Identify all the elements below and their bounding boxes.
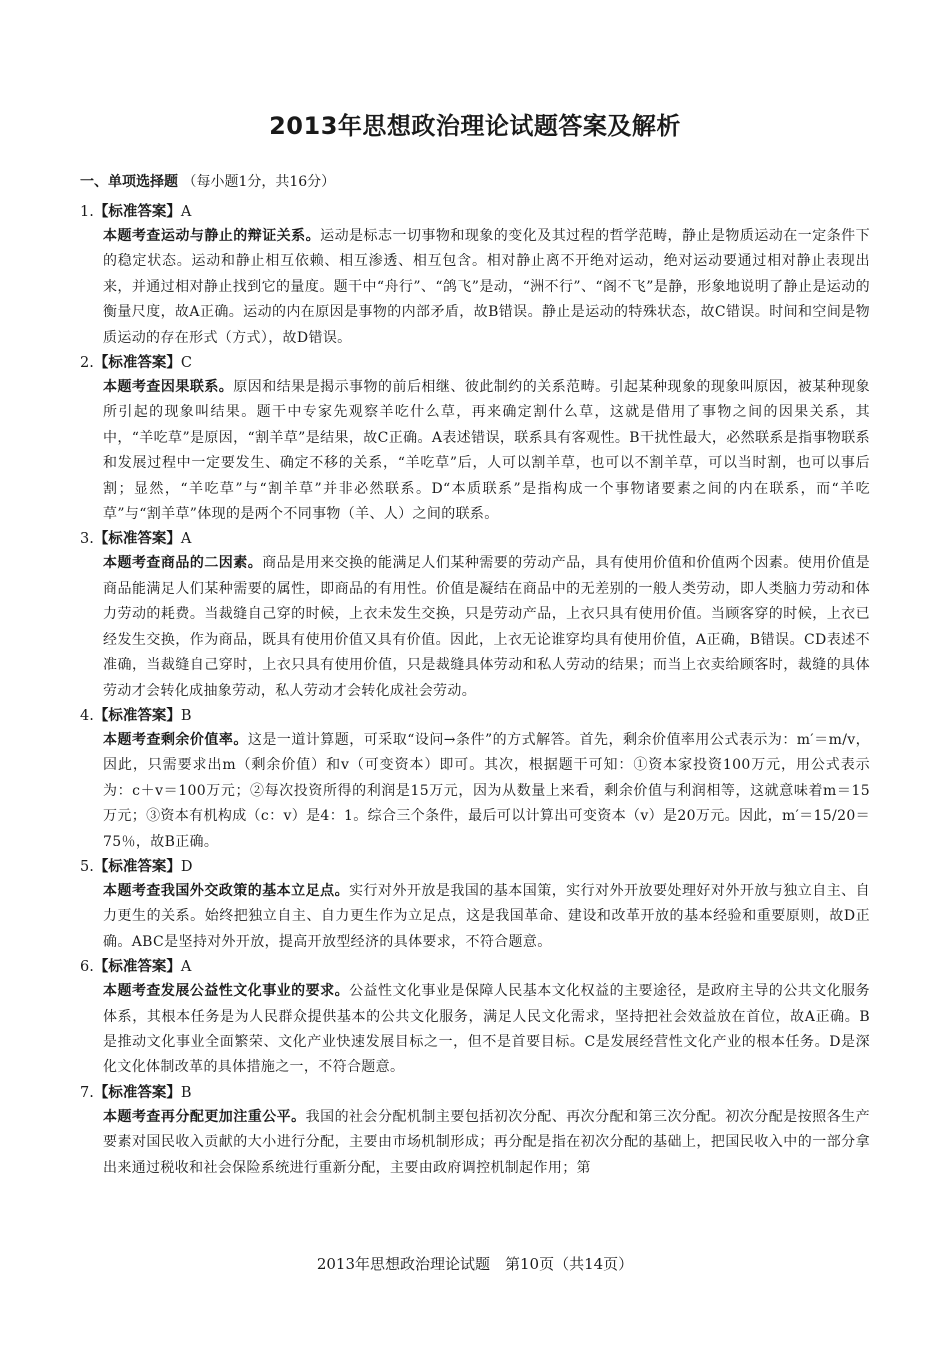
explanation-text: 商品是用来交换的能满足人们某种需要的劳动产品，具有使用价值和价值两个因素。使用价值是商品能满足人们某种需要的属性，即商品的有用性。价值是凝结在商品中的无差别的一般人类劳动，即人类脑力劳动和体力劳动的耗费。当裁缝自己穿的时候，上衣未发生交换，只是劳动产品，上衣只具有使用价值。当顾客穿的时候，上衣已经发生交换，作为商品，既具有使用价值又具有价值。因此，上衣无论谁穿均具有使用价值，A正确，B错误。CD表述不准确，当裁缝自己穿时，上衣只具有使用价值，只是裁缝具体劳动和私人劳动的结果；而当上衣卖给顾客时，裁缝的具体劳动才会转化成抽象劳动，私人劳动才会转化成社会劳动。 [103,555,870,699]
explanation-topic: 本题考查运动与静止的辩证关系。 [103,228,321,244]
question-number: 2. [80,355,94,372]
explanation-topic: 本题考查商品的二因素。 [103,555,263,572]
answer-line [80,855,870,879]
question-number: 6. [80,959,94,976]
question-7 [80,1081,870,1181]
question-1 [80,200,870,351]
section-heading: 一、单项选择题 [80,174,178,190]
answer-letter: A [180,531,192,548]
answer-letter: B [180,707,192,724]
explanation-text: 公益性文化事业是保障人民基本文化权益的主要途径，是政府主导的公共文化服务体系，其根本任务是为人民群众提供基本的公共文化服务，满足人民文化需求，坚持把社会效益放在首位，故A正确。B是推动文化事业全面繁荣、文化产业快速发展目标之一，但不是首要目标。C是发展经营性文化产业的根本任务。D是深化文化体制改革的具体措施之一，不符合题意。 [103,983,870,1076]
explanation-text: 这是一道计算题，可采取“设问→条件”的方式解答。首先，剩余价值率用公式表示为：m′＝m/v，因此，只需要求出m（剩余价值）和v（可变资本）即可。其次，根据题干可知：①资本家投资100万元，用公式表示为：c＋v＝100万元；②每次投资所得的利润是15万元，因为从数量上来看，剩余价值与利润相等，这就意味着m＝15万元；③资本有机构成（c：v）是4：1。综合三个条件，最后可以计算出可变资本（v）是20万元。因此，m′＝15/20＝75％，故B正确。 [103,731,871,850]
explanation-topic: 本题考查再分配更加注重公平。 [103,1108,306,1125]
explanation [103,979,870,1081]
question-2 [80,351,870,527]
explanation [103,1105,870,1181]
explanation-text: 实行对外开放是我国的基本国策，实行对外开放要处理好对外开放与独立自主、自力更生的关系。始终把独立自主、自力更生作为立足点，这是我国革命、建设和改革开放的基本经验和重要原则，故D正确。ABC是坚持对外开放，提高开放型经济的具体要求，不符合题意。 [103,882,870,950]
answer-line [80,200,870,224]
answer-letter: C [180,355,192,372]
answer-tag: 【标准答案】 [93,858,181,875]
page-title: 2013年思想政治理论试题答案及解析 [269,112,681,140]
question-number: 4. [80,707,94,724]
explanation [103,879,870,955]
question-6 [80,955,870,1081]
answer-line [80,527,870,551]
question-3 [80,527,870,703]
explanation [103,375,870,527]
question-number: 1. [80,204,94,220]
answer-tag: 【标准答案】 [93,204,181,220]
explanation-topic: 本题考查剩余价值率。 [103,731,248,748]
answer-tag: 【标准答案】 [93,1084,181,1101]
explanation [103,551,870,703]
explanation-topic: 本题考查我国外交政策的基本立足点。 [103,882,350,899]
question-5 [80,855,870,955]
explanation-topic: 本题考查发展公益性文化事业的要求。 [103,983,350,1000]
explanation-text: 运动是标志一切事物和现象的变化及其过程的哲学范畴，静止是物质运动在一定条件下的稳定状态。运动和静止相互依赖、相互渗透、相互包含。相对静止离不开绝对运动，绝对运动要通过相对静止表现出来，并通过相对静止找到它的量度。题干中“舟行”、“鸽飞”是动，“洲不行”、“阁不飞”是静，形象地说明了静止是运动的衡量尺度，故A正确。运动的内在原因是事物的内部矛盾，故B错误。静止是运动的特殊状态，故C错误。时间和空间是物质运动的存在形式（方式），故D错误。 [103,228,870,346]
answer-line [80,1081,870,1105]
answer-line [80,351,870,375]
answer-letter: D [180,858,193,875]
answer-letter: A [180,959,192,976]
question-number: 7. [80,1084,94,1101]
answer-line [80,704,870,728]
answer-tag: 【标准答案】 [93,531,181,548]
answer-list [80,200,870,1181]
answer-letter: A [180,204,192,220]
section-header [80,172,335,192]
question-number: 5. [80,858,94,875]
question-4 [80,704,870,855]
page-footer: 2013年思想政治理论试题 第10页（共14页） [316,1255,634,1273]
section-note: （每小题1分，共16分） [182,174,336,190]
question-number: 3. [80,531,94,548]
explanation [103,224,870,351]
answer-letter: B [180,1084,192,1101]
explanation-text: 我国的社会分配机制主要包括初次分配、再次分配和第三次分配。初次分配是按照各生产要素对国民收入贡献的大小进行分配，主要由市场机制形成；再分配是指在初次分配的基础上，把国民收入中的一部分拿出来通过税收和社会保险系统进行重新分配，主要由政府调控机制起作用；第 [103,1108,870,1176]
answer-tag: 【标准答案】 [93,959,181,976]
answer-tag: 【标准答案】 [93,355,181,372]
answer-line [80,955,870,979]
explanation-text: 原因和结果是揭示事物的前后相继、彼此制约的关系范畴。引起某种现象的现象叫原因，被某种现象所引起的现象叫结果。题干中专家先观察羊吃什么草，再来确定割什么草，这就是借用了事物之间的因果关系，其中，“羊吃草”是原因，“割羊草”是结果，故C正确。A表述错误，联系具有客观性。B干扰性最大，必然联系是指事物联系和发展过程中一定要发生、确定不移的关系，“羊吃草”后，人可以割羊草，也可以不割羊草，可以当时割，也可以事后割；显然，“羊吃草”与“割羊草”并非必然联系。D“本质联系”是指构成一个事物诸要素之间的内在联系，而“羊吃草”与“割羊草”体现的是两个不同事物（羊、人）之间的联系。 [103,379,870,523]
explanation [103,728,870,855]
explanation-topic: 本题考查因果联系。 [103,379,234,396]
answer-tag: 【标准答案】 [93,707,181,724]
